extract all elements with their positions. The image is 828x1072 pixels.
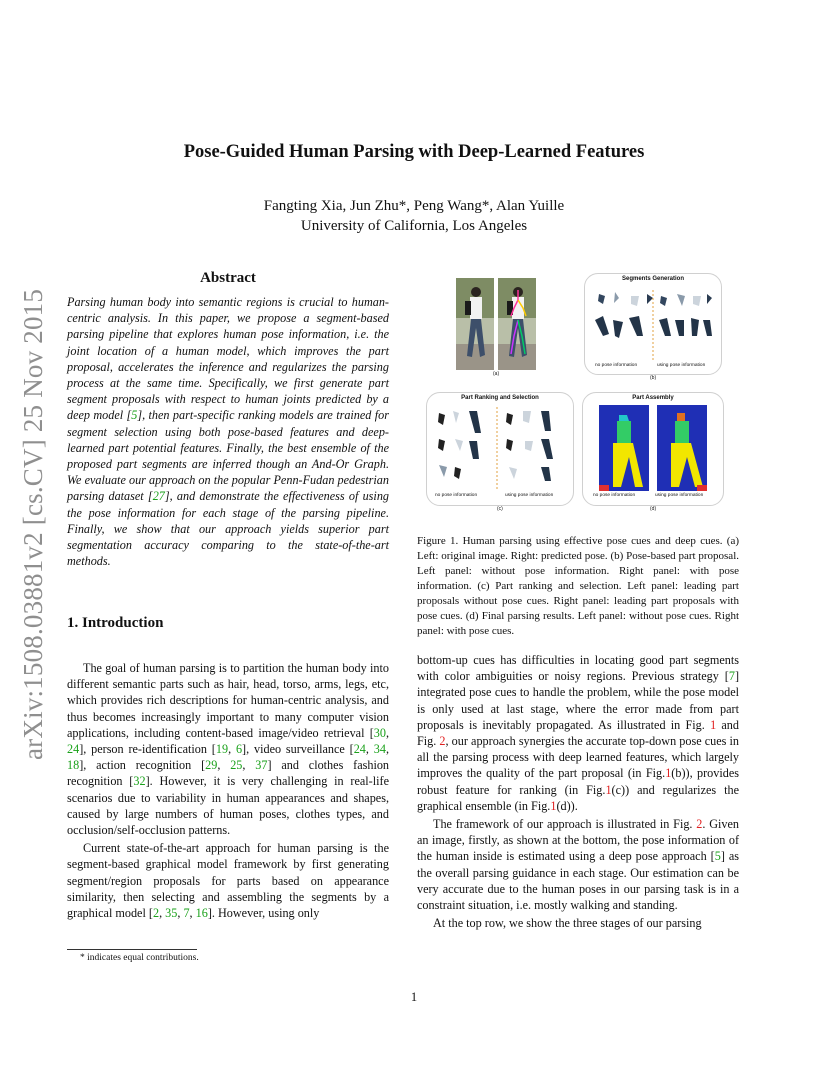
footnote: * indicates equal contributions. — [80, 953, 199, 963]
arxiv-watermark: arXiv:1508.03881v2 [cs.CV] 25 Nov 2015 — [18, 288, 48, 760]
citation-link[interactable]: 7 — [183, 906, 190, 921]
panel-c-no-pose-label: no pose information — [435, 493, 478, 498]
panel-d-pose-label: using pose information — [655, 493, 704, 498]
right-paragraph-2: The framework of our approach is illustrated in Fig. 2. Given an image, firstly, as shown at the bottom, the pose information of the human inside is estimated using a deep pose approach [5] as the overall parsing guidance in each stage. Our estimation can be very accurate due to the human poses in our parsing task is in a constraint situation, i.e. mostly walking and standing. — [417, 817, 740, 913]
citation-link[interactable]: 37 — [255, 758, 268, 773]
citation-link[interactable]: 29 — [205, 758, 218, 773]
figure-link[interactable]: 2 — [439, 734, 446, 749]
panel-c-pose-label: using pose information — [505, 493, 554, 498]
citation-link[interactable]: 27 — [152, 489, 165, 504]
citation-link[interactable]: 16 — [195, 906, 208, 921]
parsing-results — [599, 405, 709, 491]
citation-link[interactable]: 30 — [373, 725, 386, 740]
citation-link[interactable]: 2 — [152, 906, 160, 921]
affiliation: University of California, Los Angeles — [300, 218, 528, 234]
figure-caption: Figure 1. Human parsing using effective pose cues and deep cues. (a) Left: original image. Right: predicted pose. (b) Pose-based part proposal. Left panel: without pose information. Right panel: with pose information. (c) Part ranking and selection. Left panel: leading part proposals without pose cues. Right panel: leading part proposals with pose cues. (d) Final parsing results. Left panel: without pose cues. Right panel: with pose cues. — [417, 535, 739, 637]
citation-link[interactable]: 35 — [165, 906, 178, 921]
panel-a-label: (a) — [493, 371, 500, 377]
citation-link[interactable]: 5 — [714, 849, 721, 864]
citation-link[interactable]: 34 — [373, 742, 386, 757]
panel-d-label: (d) — [650, 506, 657, 512]
figure-link[interactable]: 1 — [665, 766, 672, 781]
ranked-segments — [433, 407, 567, 491]
pedestrian-photos — [456, 278, 536, 370]
panel-d-no-pose-label: no pose information — [593, 493, 636, 498]
abstract-heading: Abstract — [200, 270, 256, 286]
citation-link[interactable]: 24 — [67, 742, 80, 757]
citation-link[interactable]: 6 — [235, 742, 243, 757]
right-column-text — [417, 652, 739, 931]
figure-link[interactable]: 1 — [710, 717, 717, 732]
panel-a — [456, 278, 536, 376]
abstract-text: Parsing human body into semantic regions is crucial to human-centric analysis. In this paper, we propose a segment-based parsing pipeline that explores human pose information, i.e. the joint location of a human model, which improves the part proposal, accelerates the inference and regularizes the parsing process at the same time. Specifically, we first generate part segment proposals with respect to human joints predicted by a deep model [5], then part-specific ranking models are trained for segment selection using both pose-based features and deep-learned part potential features. Finally, the best ensemble of the proposed part segments are inferred though an And-Or Graph. We evaluate our approach on the popular Penn-Fudan pedestrian parsing dataset [27], and demonstrate the effectiveness of using the pose information for each stage of the parsing pipeline. Finally, we show that our approach yields superior part segmentation accuracy comparing to the state-of-the-art methods. — [67, 295, 390, 569]
panel-b-pose-label: using pose information — [657, 363, 706, 368]
citation-link[interactable]: 7 — [728, 669, 735, 684]
citation-link[interactable]: 25 — [230, 758, 243, 773]
panel-c-label: (c) — [497, 506, 503, 512]
panel-b — [584, 273, 722, 375]
footnote-rule — [67, 949, 197, 950]
page-number: 1 — [410, 990, 418, 1004]
right-paragraph-3: At the top row, we show the three stages of our parsing — [433, 916, 702, 931]
author-block — [0, 196, 828, 236]
citation-link[interactable]: 5 — [131, 408, 138, 423]
author-list: Fangting Xia, Jun Zhu*, Peng Wang*, Alan Yuille — [263, 198, 565, 214]
panel-c-title: Part Ranking and Selection — [461, 395, 539, 401]
intro-text — [67, 660, 389, 921]
paper-title: Pose-Guided Human Parsing with Deep-Learned Features — [183, 142, 645, 162]
intro-heading: 1. Introduction — [67, 615, 164, 631]
figure-link[interactable]: 1 — [550, 798, 557, 813]
panel-b-label: (b) — [650, 375, 657, 381]
right-paragraph-1: bottom-up cues has difficulties in locating good part segments with color ambiguities or noisy regions. Previous strategy [7] integrated pose cues to handle the problem, while the pose model is only used at last stage, where the error made from part proposals is inevitably propagated. As illustrated in Fig. 1 and Fig. 2, our approach synergies the accurate top-down pose cues in all the parsing process with deep learned features, which largely improves the quality of the part proposal (in Fig.1(b)), provides robust feature for ranking (in Fig.1(c)) and regularizes the graphical ensemble (in Fig.1(d)). — [417, 653, 739, 813]
panel-c — [426, 392, 574, 506]
panel-d — [582, 392, 724, 506]
panel-d-title: Part Assembly — [632, 395, 674, 401]
citation-link[interactable]: 18 — [67, 758, 80, 773]
citation-link[interactable]: 24 — [353, 742, 366, 757]
citation-link[interactable]: 32 — [133, 774, 146, 789]
figure-link[interactable]: 2 — [696, 817, 703, 832]
intro-paragraph-2: Current state-of-the-art approach for human parsing is the segment-based graphical model framework by first generating segment/region proposals for parts based on appearance similarity, then selecting and assembling the segments by a graphical model [2, 35, 7, 16]. However, using only — [67, 841, 389, 921]
figure-1 — [418, 268, 738, 520]
intro-paragraph-1: The goal of human parsing is to partition the human body into different semantic parts such as hair, head, torso, arms, legs, etc, which provides rich descriptions for human-centric analysis, and thus becomes increasingly important to many computer vision applications, including content-based image/video retrieval [30, 24], person re-identification [19, 6], video surveillance [24, 34, 18], action recognition [29, 25, 37] and clothes fashion recognition [32]. However, it is very challenging in real-life scenarios due to variability in human appearances and shapes, caused by large numbers of human poses, clothes types, and occlusion/self-occlusion patterns. — [67, 661, 390, 838]
citation-link[interactable]: 19 — [215, 742, 229, 757]
figure-link[interactable]: 1 — [605, 782, 612, 797]
segment-proposals — [591, 290, 715, 362]
panel-b-no-pose-label: no pose information — [595, 363, 638, 368]
panel-b-title: Segments Generation — [621, 276, 684, 282]
